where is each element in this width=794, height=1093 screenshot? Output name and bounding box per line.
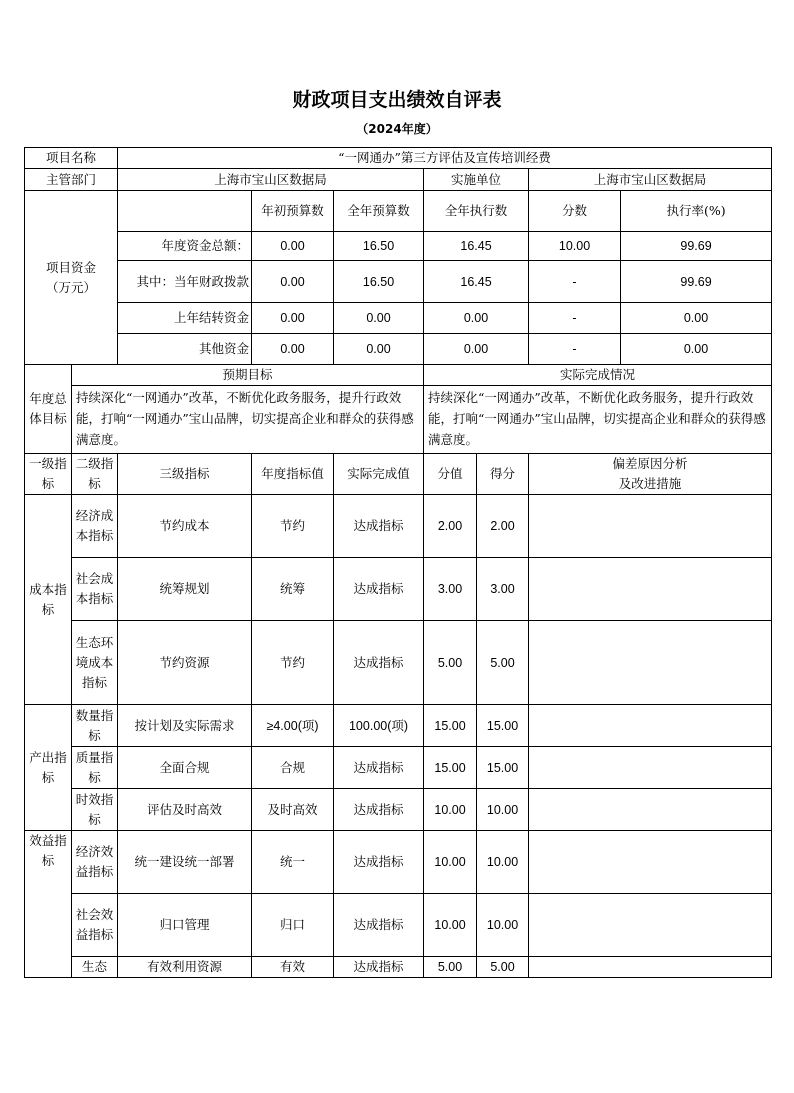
actual-goal-text: 持续深化“一网通办”改革，不断优化政务服务，提升行政效能，打响“一网通办”宝山品牌，切实提高企业和群众的获得感满意度。 xyxy=(424,386,772,454)
weight-cell: 15.00 xyxy=(424,705,477,747)
funds-row xyxy=(25,334,772,365)
level2-cell: 生态 xyxy=(72,957,118,978)
funds-score: 10.00 xyxy=(529,232,621,261)
funds-initial: 0.00 xyxy=(252,232,334,261)
funds-annual: 16.50 xyxy=(334,261,424,303)
level3-cell: 统一建设统一部署 xyxy=(118,831,252,894)
department-row xyxy=(25,169,772,191)
target-cell: ≥4.00(项) xyxy=(252,705,334,747)
funds-label-line2: （万元） xyxy=(46,279,97,295)
target-cell: 统一 xyxy=(252,831,334,894)
header-level3: 三级指标 xyxy=(118,454,252,495)
funds-row-label: 上年结转资金 xyxy=(118,303,252,334)
level1-benefit-continued xyxy=(25,894,72,957)
level3-cell: 有效利用资源 xyxy=(118,957,252,978)
page-title: 财政项目支出绩效自评表 xyxy=(292,89,502,111)
funds-executed: 16.45 xyxy=(424,261,529,303)
unit-label: 实施单位 xyxy=(424,169,529,191)
level2-cell: 数量指标 xyxy=(72,705,118,747)
analysis-cell xyxy=(529,894,772,957)
project-name-row xyxy=(25,148,772,169)
goals-section-label: 年度总体目标 xyxy=(25,365,72,454)
funds-annual: 0.00 xyxy=(334,303,424,334)
funds-header-score: 分数 xyxy=(529,191,621,232)
actual-cell: 达成指标 xyxy=(334,495,424,558)
funds-row xyxy=(25,303,772,334)
score-cell: 3.00 xyxy=(477,558,529,621)
score-cell: 15.00 xyxy=(477,747,529,789)
funds-header-row xyxy=(25,191,772,232)
analysis-cell xyxy=(529,558,772,621)
funds-executed: 16.45 xyxy=(424,232,529,261)
target-cell: 节约 xyxy=(252,621,334,705)
level2-cell: 时效指标 xyxy=(72,789,118,831)
funds-row-label: 年度资金总额： xyxy=(118,232,252,261)
level2-cell: 质量指标 xyxy=(72,747,118,789)
score-cell: 10.00 xyxy=(477,789,529,831)
indicator-row xyxy=(25,495,772,558)
actual-cell: 100.00(项) xyxy=(334,705,424,747)
analysis-cell xyxy=(529,789,772,831)
funds-section-label xyxy=(25,191,118,365)
funds-label-line1: 项目资金 xyxy=(46,259,97,275)
score-cell: 15.00 xyxy=(477,705,529,747)
level1-benefit: 效益指标 xyxy=(25,831,72,894)
weight-cell: 10.00 xyxy=(424,831,477,894)
level1-benefit-continued xyxy=(25,957,72,978)
header-analysis-line2: 及改进措施 xyxy=(618,476,682,491)
performance-table xyxy=(24,147,772,978)
funds-initial: 0.00 xyxy=(252,303,334,334)
level2-cell: 社会效益指标 xyxy=(72,894,118,957)
indicator-row xyxy=(25,957,772,978)
indicator-row xyxy=(25,747,772,789)
indicator-row xyxy=(25,705,772,747)
level3-cell: 全面合规 xyxy=(118,747,252,789)
weight-cell: 10.00 xyxy=(424,894,477,957)
weight-cell: 5.00 xyxy=(424,621,477,705)
funds-header-blank xyxy=(118,191,252,232)
funds-executed: 0.00 xyxy=(424,303,529,334)
actual-cell: 达成指标 xyxy=(334,558,424,621)
header-level2: 二级指标 xyxy=(72,454,118,495)
actual-cell: 达成指标 xyxy=(334,789,424,831)
funds-header-initial: 年初预算数 xyxy=(252,191,334,232)
funds-score: - xyxy=(529,303,621,334)
indicator-row xyxy=(25,621,772,705)
funds-row xyxy=(25,232,772,261)
funds-score: - xyxy=(529,334,621,365)
indicator-row xyxy=(25,789,772,831)
funds-rate: 0.00 xyxy=(621,334,772,365)
goals-text-row xyxy=(25,386,772,454)
level3-cell: 节约资源 xyxy=(118,621,252,705)
weight-cell: 2.00 xyxy=(424,495,477,558)
funds-annual: 0.00 xyxy=(334,334,424,365)
header-score: 得分 xyxy=(477,454,529,495)
funds-rate: 99.69 xyxy=(621,261,772,303)
analysis-cell xyxy=(529,747,772,789)
header-target: 年度指标值 xyxy=(252,454,334,495)
actual-cell: 达成指标 xyxy=(334,894,424,957)
level3-cell: 节约成本 xyxy=(118,495,252,558)
actual-cell: 达成指标 xyxy=(334,621,424,705)
actual-goal-header: 实际完成情况 xyxy=(424,365,772,386)
level1-cost: 成本指标 xyxy=(25,495,72,705)
score-cell: 5.00 xyxy=(477,957,529,978)
weight-cell: 5.00 xyxy=(424,957,477,978)
target-cell: 归口 xyxy=(252,894,334,957)
analysis-cell xyxy=(529,831,772,894)
expected-goal-header: 预期目标 xyxy=(72,365,424,386)
funds-rate: 0.00 xyxy=(621,303,772,334)
level2-cell: 经济效益指标 xyxy=(72,831,118,894)
expected-goal-text: 持续深化“一网通办”改革，不断优化政务服务，提升行政效能，打响“一网通办”宝山品牌，切实提高企业和群众的获得感满意度。 xyxy=(72,386,424,454)
header-actual: 实际完成值 xyxy=(334,454,424,495)
weight-cell: 10.00 xyxy=(424,789,477,831)
funds-initial: 0.00 xyxy=(252,261,334,303)
goals-header-row xyxy=(25,365,772,386)
indicator-row xyxy=(25,894,772,957)
project-name-label: 项目名称 xyxy=(25,148,118,169)
analysis-cell xyxy=(529,495,772,558)
dept-label: 主管部门 xyxy=(25,169,118,191)
target-cell: 及时高效 xyxy=(252,789,334,831)
indicator-header-row xyxy=(25,454,772,495)
funds-annual: 16.50 xyxy=(334,232,424,261)
analysis-cell xyxy=(529,621,772,705)
level2-cell: 经济成本指标 xyxy=(72,495,118,558)
actual-cell: 达成指标 xyxy=(334,831,424,894)
unit-value: 上海市宝山区数据局 xyxy=(529,169,772,191)
actual-cell: 达成指标 xyxy=(334,747,424,789)
header-analysis xyxy=(529,454,772,495)
analysis-cell xyxy=(529,705,772,747)
header-weight: 分值 xyxy=(424,454,477,495)
project-name-value: “一网通办”第三方评估及宣传培训经费 xyxy=(118,148,772,169)
level2-cell: 生态环境成本指标 xyxy=(72,621,118,705)
funds-row xyxy=(25,261,772,303)
header-analysis-line1: 偏差原因分析 xyxy=(612,456,688,471)
header-level1: 一级指标 xyxy=(25,454,72,495)
funds-rate: 99.69 xyxy=(621,232,772,261)
level3-cell: 归口管理 xyxy=(118,894,252,957)
funds-header-rate: 执行率(%) xyxy=(621,191,772,232)
score-cell: 10.00 xyxy=(477,894,529,957)
score-cell: 5.00 xyxy=(477,621,529,705)
target-cell: 统筹 xyxy=(252,558,334,621)
target-cell: 节约 xyxy=(252,495,334,558)
funds-row-label: 其他资金 xyxy=(118,334,252,365)
score-cell: 10.00 xyxy=(477,831,529,894)
target-cell: 有效 xyxy=(252,957,334,978)
level1-output: 产出指标 xyxy=(25,705,72,831)
actual-cell: 达成指标 xyxy=(334,957,424,978)
level3-cell: 评估及时高效 xyxy=(118,789,252,831)
level2-cell: 社会成本指标 xyxy=(72,558,118,621)
funds-header-annual: 全年预算数 xyxy=(334,191,424,232)
funds-header-executed: 全年执行数 xyxy=(424,191,529,232)
funds-score: - xyxy=(529,261,621,303)
year-label: （2024年度） xyxy=(356,122,438,136)
funds-row-label: 其中：当年财政拨款 xyxy=(118,261,252,303)
indicator-row xyxy=(25,831,772,894)
score-cell: 2.00 xyxy=(477,495,529,558)
level3-cell: 按计划及实际需求 xyxy=(118,705,252,747)
weight-cell: 15.00 xyxy=(424,747,477,789)
weight-cell: 3.00 xyxy=(424,558,477,621)
indicator-row xyxy=(25,558,772,621)
analysis-cell xyxy=(529,957,772,978)
target-cell: 合规 xyxy=(252,747,334,789)
funds-executed: 0.00 xyxy=(424,334,529,365)
funds-initial: 0.00 xyxy=(252,334,334,365)
level3-cell: 统筹规划 xyxy=(118,558,252,621)
dept-value: 上海市宝山区数据局 xyxy=(118,169,424,191)
